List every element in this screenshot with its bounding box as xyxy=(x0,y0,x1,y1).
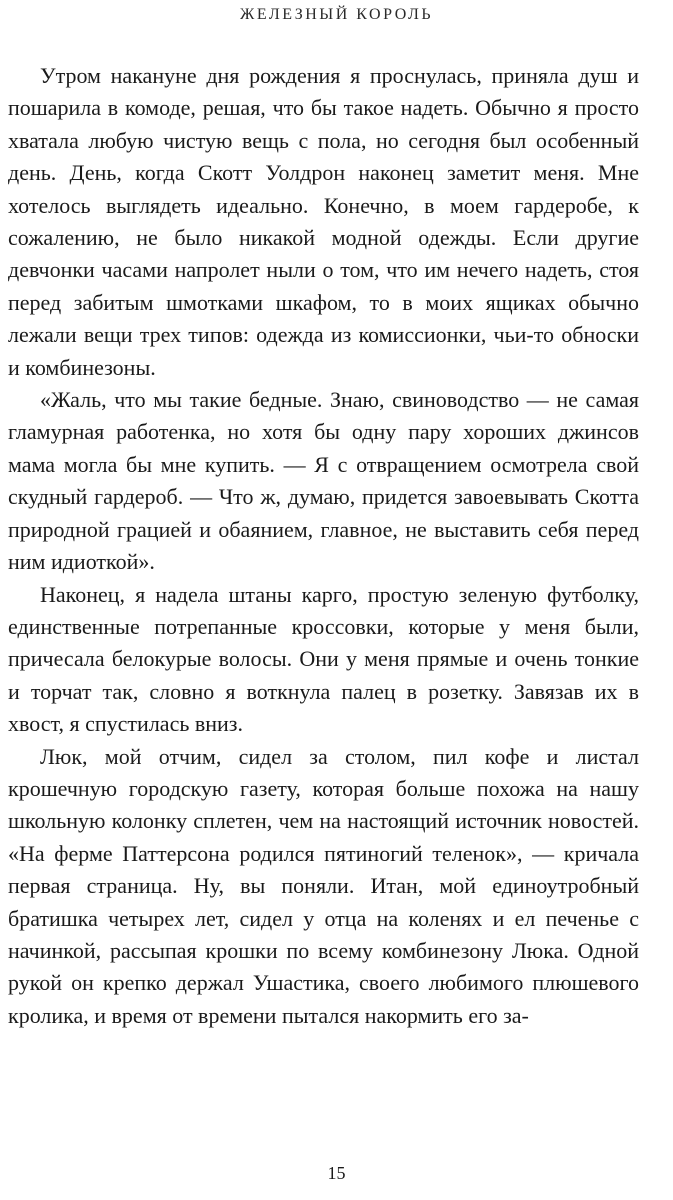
paragraph: Наконец, я надела штаны карго, простую зеленую футболку, единственные потрепанные кроссовки, которые у меня были, причесала белокурые волосы. Они у меня прямые и очень тонкие и торчат так, словно я воткнула палец в розетку. Завязав их в хвост, я спустилась вниз. xyxy=(8,581,639,737)
page-number: 15 xyxy=(327,1163,346,1183)
text-body xyxy=(8,60,639,1032)
paragraph: «Жаль, что мы такие бедные. Знаю, свиноводство — не самая гламурная работенка, но хотя бы одну пару хороших джинсов мама могла бы мне купить. — Я с отвращением осмотрела свой скудный гардероб. — Что ж, думаю, придется завоевывать Скотта природной грацией и обаянием, главное, не выставить себя перед ним идиоткой». xyxy=(8,387,639,575)
paragraph: Люк, мой отчим, сидел за столом, пил кофе и листал крошечную городскую газету, которая больше похожа на нашу школьную колонку сплетен, чем на настоящий источник новостей. «На ферме Паттерсона родился пятиногий теленок», — кричала первая страница. Ну, вы поняли. Итан, мой единоутробный братишка четырех лет, сидел у отца на коленях и ел печенье с начинкой, рассыпая крошки по всему комбинезону Люка. Одной рукой он крепко держал Ушастика, своего любимого плюшевого кролика, и время от времени пытался накормить его за- xyxy=(8,743,639,1028)
paragraph: Утром накануне дня рождения я проснулась, приняла душ и пошарила в комоде, решая, что бы такое надеть. Обычно я просто хватала любую чистую вещь с пола, но сегодня был особенный день. День, когда Скотт Уолдрон наконец заметит меня. Мне хотелось выглядеть идеально. Конечно, в моем гардеробе, к сожалению, не было никакой модной одежды. Если другие девчонки часами напролет ныли о том, что им нечего надеть, стоя перед забитым шмотками шкафом, то в моих ящиках обычно лежали вещи трех типов: одежда из комиссионки, чьи-то обноски и комбинезоны. xyxy=(8,63,639,380)
running-head: ЖЕЛЕЗНЫЙ КОРОЛЬ xyxy=(239,6,433,23)
